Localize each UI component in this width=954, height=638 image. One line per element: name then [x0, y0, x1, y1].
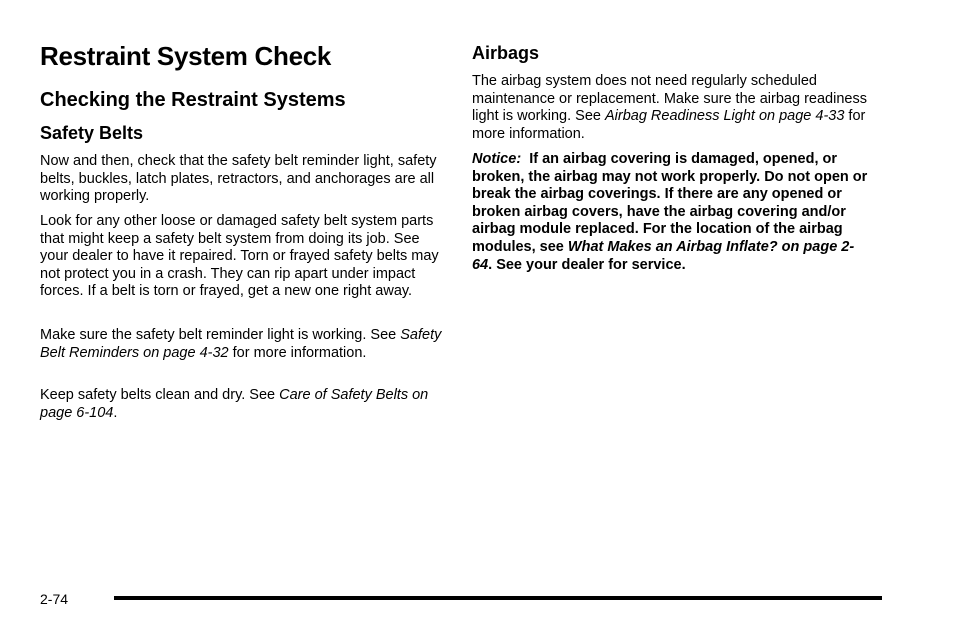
cross-reference-link[interactable]: What Makes an Airbag Inflate? on page 2-64: [472, 238, 855, 273]
text-segment: for more information.: [472, 108, 866, 142]
subsection-title-safety-belts: Safety Belts: [40, 123, 144, 143]
text-segment: If an airbag covering is damaged, opened, or broken, the airbag may not work properly. Do not open or break the airbag coverings. If there are any opened or broken airbag covers, have the airbag covering and/or airbag module replaced. For the location of the airbag modules, see: [472, 151, 872, 255]
paragraph-reminder-light: [40, 327, 448, 362]
text-segment: Keep safety belts clean and dry. See: [40, 387, 280, 403]
notice-paragraph: [472, 151, 874, 274]
text-segment: . See your dealer for service.: [488, 256, 686, 273]
text-segment: for more information.: [228, 344, 367, 361]
page-title: Restraint System Check: [40, 41, 332, 71]
text-segment: Make sure the safety belt reminder light is working. See: [40, 327, 401, 343]
paragraph-damaged-belts: Look for any other loose or damaged safety belt system parts that might keep a safety belt system from doing its job. See your dealer to have it repaired. Torn or frayed safety belts may not protect you in a crash. They can rip apart under impact forces. If a belt is torn or frayed, get a new one right away.: [40, 213, 439, 300]
subsection-title-airbags: Airbags: [472, 43, 540, 63]
paragraph-clean-belts: [40, 387, 448, 422]
cross-reference-link[interactable]: Safety Belt Reminders on page 4-32: [40, 327, 442, 361]
notice-label: Notice:: [472, 151, 522, 167]
section-title: Checking the Restraint Systems: [40, 89, 346, 111]
text-segment: .: [113, 404, 118, 421]
text-segment: The airbag system does not need regularly scheduled maintenance or replacement. Make sure the airbag readiness light is working. See: [472, 73, 867, 125]
paragraph-airbag-maintenance: [472, 73, 874, 143]
footer-rule: [114, 596, 882, 600]
page-number: 2-74: [40, 591, 69, 607]
cross-reference-link[interactable]: Care of Safety Belts on page 6-104: [40, 387, 429, 421]
paragraph-check-belts: Now and then, check that the safety belt reminder light, safety belts, buckles, latch plates, retractors, and anchorages are all working properly.: [40, 153, 437, 205]
cross-reference-link[interactable]: Airbag Readiness Light on page 4-33: [604, 108, 845, 125]
